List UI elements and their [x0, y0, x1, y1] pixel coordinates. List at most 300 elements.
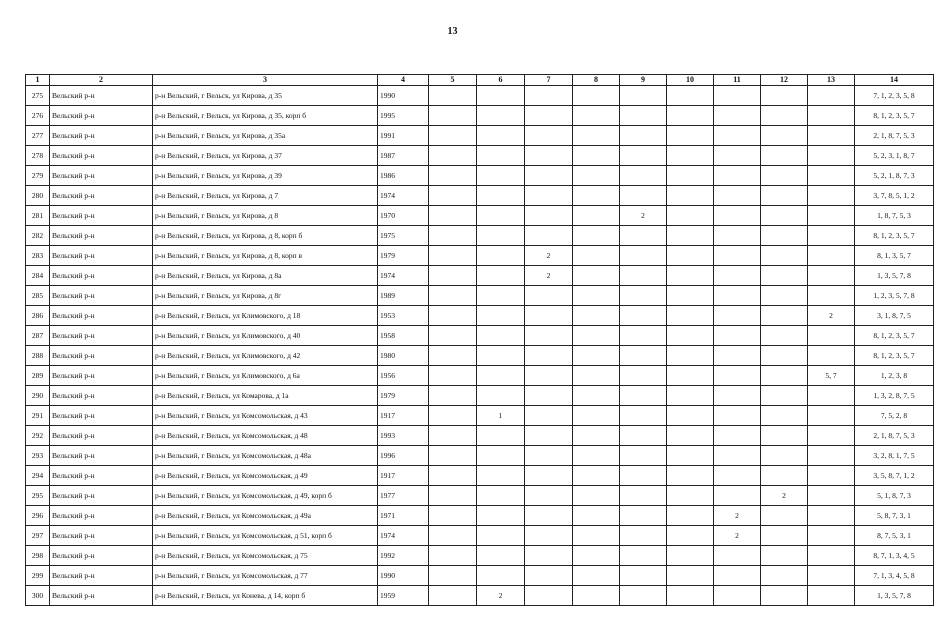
- col5-cell: [429, 466, 477, 486]
- row-number-cell: 275: [26, 86, 50, 106]
- col14-cell: 2, 1, 8, 7, 5, 3: [855, 126, 934, 146]
- address-cell: р-н Вельский, г Вельск, ул Кирова, д 7: [153, 186, 378, 206]
- col11-cell: [714, 486, 761, 506]
- col11-cell: [714, 286, 761, 306]
- col11-cell: [714, 346, 761, 366]
- address-cell: р-н Вельский, г Вельск, ул Климовского, д 18: [153, 306, 378, 326]
- district-cell: Вельский р-н: [50, 246, 153, 266]
- col11-cell: [714, 366, 761, 386]
- col7-cell: [525, 506, 573, 526]
- col6-cell: [477, 246, 525, 266]
- address-cell: р-н Вельский, г Вельск, ул Комсомольская, д 49а: [153, 506, 378, 526]
- row-number-cell: 293: [26, 446, 50, 466]
- column-header: 14: [855, 75, 934, 86]
- col10-cell: [667, 246, 714, 266]
- col9-cell: [620, 586, 667, 606]
- col6-cell: [477, 206, 525, 226]
- year-cell: 1989: [378, 286, 429, 306]
- col8-cell: [573, 546, 620, 566]
- row-number-cell: 277: [26, 126, 50, 146]
- col8-cell: [573, 226, 620, 246]
- col14-cell: 1, 3, 5, 7, 8: [855, 266, 934, 286]
- col5-cell: [429, 326, 477, 346]
- col9-cell: [620, 406, 667, 426]
- col7-cell: [525, 326, 573, 346]
- col6-cell: [477, 306, 525, 326]
- col5-cell: [429, 86, 477, 106]
- col9-cell: [620, 286, 667, 306]
- col7-cell: [525, 146, 573, 166]
- col11-cell: [714, 126, 761, 146]
- col6-cell: [477, 286, 525, 306]
- col12-cell: [761, 586, 808, 606]
- district-cell: Вельский р-н: [50, 526, 153, 546]
- col12-cell: [761, 426, 808, 446]
- year-cell: 1974: [378, 186, 429, 206]
- district-cell: Вельский р-н: [50, 146, 153, 166]
- col14-cell: 3, 7, 8, 5, 1, 2: [855, 186, 934, 206]
- col10-cell: [667, 226, 714, 246]
- col14-cell: 8, 1, 3, 5, 7: [855, 246, 934, 266]
- address-cell: р-н Вельский, г Вельск, ул Комсомольская, д 51, корп б: [153, 526, 378, 546]
- table-row: [26, 186, 934, 206]
- col12-cell: [761, 526, 808, 546]
- col12-cell: [761, 126, 808, 146]
- col5-cell: [429, 346, 477, 366]
- col7-cell: [525, 166, 573, 186]
- table-row: [26, 546, 934, 566]
- col10-cell: [667, 526, 714, 546]
- col14-cell: 1, 3, 5, 7, 8: [855, 586, 934, 606]
- col13-cell: [808, 586, 855, 606]
- col6-cell: 2: [477, 586, 525, 606]
- col12-cell: [761, 106, 808, 126]
- col14-cell: 1, 3, 2, 8, 7, 5: [855, 386, 934, 406]
- col5-cell: [429, 106, 477, 126]
- col13-cell: [808, 246, 855, 266]
- year-cell: 1996: [378, 446, 429, 466]
- col8-cell: [573, 326, 620, 346]
- col13-cell: [808, 266, 855, 286]
- col8-cell: [573, 566, 620, 586]
- column-header: 10: [667, 75, 714, 86]
- row-number-cell: 299: [26, 566, 50, 586]
- table-row: [26, 166, 934, 186]
- col9-cell: [620, 426, 667, 446]
- table-row: [26, 246, 934, 266]
- col12-cell: [761, 166, 808, 186]
- row-number-cell: 288: [26, 346, 50, 366]
- table-row: [26, 386, 934, 406]
- col14-cell: 8, 1, 2, 3, 5, 7: [855, 326, 934, 346]
- column-header: 11: [714, 75, 761, 86]
- address-cell: р-н Вельский, г Вельск, ул Климовского, д 40: [153, 326, 378, 346]
- col13-cell: [808, 566, 855, 586]
- table-row: [26, 126, 934, 146]
- year-cell: 1959: [378, 586, 429, 606]
- col8-cell: [573, 426, 620, 446]
- row-number-cell: 300: [26, 586, 50, 606]
- col8-cell: [573, 486, 620, 506]
- row-number-cell: 281: [26, 206, 50, 226]
- col10-cell: [667, 366, 714, 386]
- col7-cell: [525, 566, 573, 586]
- year-cell: 1979: [378, 246, 429, 266]
- col5-cell: [429, 506, 477, 526]
- row-number-cell: 298: [26, 546, 50, 566]
- district-cell: Вельский р-н: [50, 406, 153, 426]
- col7-cell: [525, 526, 573, 546]
- district-cell: Вельский р-н: [50, 286, 153, 306]
- col14-cell: 8, 7, 1, 3, 4, 5: [855, 546, 934, 566]
- col5-cell: [429, 566, 477, 586]
- col6-cell: [477, 346, 525, 366]
- col10-cell: [667, 446, 714, 466]
- address-cell: р-н Вельский, г Вельск, ул Кирова, д 35, корп б: [153, 106, 378, 126]
- row-number-cell: 285: [26, 286, 50, 306]
- col13-cell: [808, 226, 855, 246]
- table-row: [26, 426, 934, 446]
- col10-cell: [667, 266, 714, 286]
- col8-cell: [573, 126, 620, 146]
- page-number: 13: [447, 26, 458, 37]
- table-row: [26, 506, 934, 526]
- row-number-cell: 292: [26, 426, 50, 446]
- col8-cell: [573, 366, 620, 386]
- col7-cell: 2: [525, 246, 573, 266]
- col12-cell: [761, 366, 808, 386]
- col6-cell: [477, 386, 525, 406]
- col5-cell: [429, 406, 477, 426]
- col13-cell: [808, 86, 855, 106]
- col14-cell: 1, 2, 3, 5, 7, 8: [855, 286, 934, 306]
- row-number-cell: 276: [26, 106, 50, 126]
- col13-cell: [808, 486, 855, 506]
- col7-cell: [525, 466, 573, 486]
- table-row: [26, 586, 934, 606]
- col11-cell: [714, 466, 761, 486]
- table-body: [26, 86, 934, 606]
- col5-cell: [429, 126, 477, 146]
- address-cell: р-н Вельский, г Вельск, ул Комсомольская, д 75: [153, 546, 378, 566]
- col7-cell: [525, 426, 573, 446]
- col8-cell: [573, 206, 620, 226]
- col6-cell: [477, 106, 525, 126]
- col14-cell: 7, 5, 2, 8: [855, 406, 934, 426]
- col7-cell: [525, 486, 573, 506]
- col13-cell: [808, 206, 855, 226]
- column-header: 2: [50, 75, 153, 86]
- col9-cell: [620, 146, 667, 166]
- col12-cell: [761, 466, 808, 486]
- col11-cell: [714, 566, 761, 586]
- district-cell: Вельский р-н: [50, 166, 153, 186]
- district-cell: Вельский р-н: [50, 486, 153, 506]
- address-cell: р-н Вельский, г Вельск, ул Кирова, д 8а: [153, 266, 378, 286]
- year-cell: 1971: [378, 506, 429, 526]
- col14-cell: 3, 2, 8, 1, 7, 5: [855, 446, 934, 466]
- district-cell: Вельский р-н: [50, 506, 153, 526]
- district-cell: Вельский р-н: [50, 106, 153, 126]
- year-cell: 1987: [378, 146, 429, 166]
- col10-cell: [667, 346, 714, 366]
- col6-cell: [477, 506, 525, 526]
- col8-cell: [573, 406, 620, 426]
- col12-cell: [761, 406, 808, 426]
- row-number-cell: 283: [26, 246, 50, 266]
- year-cell: 1995: [378, 106, 429, 126]
- col10-cell: [667, 486, 714, 506]
- address-cell: р-н Вельский, г Вельск, ул Кирова, д 39: [153, 166, 378, 186]
- address-cell: р-н Вельский, г Вельск, ул Комсомольская, д 43: [153, 406, 378, 426]
- col8-cell: [573, 166, 620, 186]
- col8-cell: [573, 386, 620, 406]
- district-cell: Вельский р-н: [50, 446, 153, 466]
- address-cell: р-н Вельский, г Вельск, ул Кирова, д 8: [153, 206, 378, 226]
- row-number-cell: 287: [26, 326, 50, 346]
- district-cell: Вельский р-н: [50, 226, 153, 246]
- column-header: 5: [429, 75, 477, 86]
- district-cell: Вельский р-н: [50, 386, 153, 406]
- col11-cell: [714, 106, 761, 126]
- col9-cell: [620, 266, 667, 286]
- col7-cell: [525, 286, 573, 306]
- col6-cell: [477, 166, 525, 186]
- col11-cell: [714, 266, 761, 286]
- col6-cell: [477, 366, 525, 386]
- year-cell: 1993: [378, 426, 429, 446]
- col13-cell: [808, 106, 855, 126]
- col12-cell: [761, 86, 808, 106]
- col10-cell: [667, 166, 714, 186]
- col9-cell: [620, 186, 667, 206]
- col12-cell: [761, 326, 808, 346]
- table-row: [26, 466, 934, 486]
- table-row: [26, 306, 934, 326]
- col5-cell: [429, 586, 477, 606]
- address-cell: р-н Вельский, г Вельск, ул Кирова, д 35а: [153, 126, 378, 146]
- col10-cell: [667, 86, 714, 106]
- col6-cell: [477, 466, 525, 486]
- column-header: 12: [761, 75, 808, 86]
- table-row: [26, 146, 934, 166]
- col7-cell: [525, 106, 573, 126]
- col8-cell: [573, 286, 620, 306]
- col9-cell: [620, 86, 667, 106]
- col6-cell: [477, 446, 525, 466]
- col8-cell: [573, 186, 620, 206]
- col14-cell: 8, 1, 2, 3, 5, 7: [855, 106, 934, 126]
- col8-cell: [573, 346, 620, 366]
- col6-cell: [477, 426, 525, 446]
- district-cell: Вельский р-н: [50, 366, 153, 386]
- column-header: 7: [525, 75, 573, 86]
- address-cell: р-н Вельский, г Вельск, ул Комарова, д 1а: [153, 386, 378, 406]
- col7-cell: 2: [525, 266, 573, 286]
- district-cell: Вельский р-н: [50, 126, 153, 146]
- col10-cell: [667, 386, 714, 406]
- col14-cell: 1, 2, 3, 8: [855, 366, 934, 386]
- col13-cell: 5, 7: [808, 366, 855, 386]
- col8-cell: [573, 146, 620, 166]
- address-cell: р-н Вельский, г Вельск, ул Кирова, д 8г: [153, 286, 378, 306]
- column-header: 1: [26, 75, 50, 86]
- table-row: [26, 206, 934, 226]
- address-cell: р-н Вельский, г Вельск, ул Кирова, д 8, корп в: [153, 246, 378, 266]
- col6-cell: 1: [477, 406, 525, 426]
- col14-cell: 5, 2, 3, 1, 8, 7: [855, 146, 934, 166]
- col5-cell: [429, 526, 477, 546]
- col12-cell: [761, 566, 808, 586]
- col6-cell: [477, 226, 525, 246]
- col14-cell: 7, 1, 3, 4, 5, 8: [855, 566, 934, 586]
- col7-cell: [525, 346, 573, 366]
- district-cell: Вельский р-н: [50, 346, 153, 366]
- col11-cell: [714, 546, 761, 566]
- column-header: 9: [620, 75, 667, 86]
- address-cell: р-н Вельский, г Вельск, ул Комсомольская, д 49: [153, 466, 378, 486]
- col10-cell: [667, 406, 714, 426]
- col12-cell: [761, 226, 808, 246]
- address-cell: р-н Вельский, г Вельск, ул Комсомольская, д 77: [153, 566, 378, 586]
- col5-cell: [429, 366, 477, 386]
- district-cell: Вельский р-н: [50, 466, 153, 486]
- col6-cell: [477, 546, 525, 566]
- col13-cell: [808, 346, 855, 366]
- col8-cell: [573, 246, 620, 266]
- row-number-cell: 296: [26, 506, 50, 526]
- row-number-cell: 278: [26, 146, 50, 166]
- table-row: [26, 86, 934, 106]
- col12-cell: [761, 506, 808, 526]
- col10-cell: [667, 206, 714, 226]
- col11-cell: [714, 446, 761, 466]
- col11-cell: [714, 226, 761, 246]
- col9-cell: [620, 566, 667, 586]
- col7-cell: [525, 366, 573, 386]
- col12-cell: [761, 386, 808, 406]
- year-cell: 1980: [378, 346, 429, 366]
- col8-cell: [573, 586, 620, 606]
- row-number-cell: 294: [26, 466, 50, 486]
- year-cell: 1975: [378, 226, 429, 246]
- col10-cell: [667, 426, 714, 446]
- col11-cell: [714, 306, 761, 326]
- table-row: [26, 106, 934, 126]
- year-cell: 1970: [378, 206, 429, 226]
- col9-cell: [620, 506, 667, 526]
- col12-cell: [761, 306, 808, 326]
- col14-cell: 8, 7, 5, 3, 1: [855, 526, 934, 546]
- district-cell: Вельский р-н: [50, 546, 153, 566]
- col9-cell: [620, 126, 667, 146]
- col9-cell: [620, 546, 667, 566]
- district-cell: Вельский р-н: [50, 306, 153, 326]
- col10-cell: [667, 506, 714, 526]
- col9-cell: [620, 246, 667, 266]
- table-row: [26, 366, 934, 386]
- col5-cell: [429, 306, 477, 326]
- col8-cell: [573, 526, 620, 546]
- row-number-cell: 290: [26, 386, 50, 406]
- col9-cell: [620, 466, 667, 486]
- col5-cell: [429, 446, 477, 466]
- col11-cell: [714, 426, 761, 446]
- table-row: [26, 226, 934, 246]
- col13-cell: [808, 526, 855, 546]
- row-number-cell: 289: [26, 366, 50, 386]
- col10-cell: [667, 146, 714, 166]
- address-cell: р-н Вельский, г Вельск, ул Климовского, д 6а: [153, 366, 378, 386]
- address-cell: р-н Вельский, г Вельск, ул Кирова, д 8, корп б: [153, 226, 378, 246]
- col7-cell: [525, 386, 573, 406]
- col11-cell: [714, 246, 761, 266]
- table-row: [26, 286, 934, 306]
- col7-cell: [525, 446, 573, 466]
- row-number-cell: 295: [26, 486, 50, 506]
- col5-cell: [429, 266, 477, 286]
- col6-cell: [477, 566, 525, 586]
- year-cell: 1992: [378, 546, 429, 566]
- col14-cell: 8, 1, 2, 3, 5, 7: [855, 226, 934, 246]
- year-cell: 1977: [378, 486, 429, 506]
- table-row: [26, 346, 934, 366]
- col6-cell: [477, 86, 525, 106]
- district-cell: Вельский р-н: [50, 206, 153, 226]
- col9-cell: [620, 386, 667, 406]
- col13-cell: [808, 506, 855, 526]
- col6-cell: [477, 326, 525, 346]
- year-cell: 1990: [378, 86, 429, 106]
- col14-cell: 8, 1, 2, 3, 5, 7: [855, 346, 934, 366]
- col13-cell: [808, 186, 855, 206]
- col9-cell: [620, 106, 667, 126]
- col14-cell: 2, 1, 8, 7, 5, 3: [855, 426, 934, 446]
- col9-cell: [620, 226, 667, 246]
- column-header: 3: [153, 75, 378, 86]
- table-row: [26, 326, 934, 346]
- col8-cell: [573, 266, 620, 286]
- table-row: [26, 446, 934, 466]
- col14-cell: 1, 8, 7, 5, 3: [855, 206, 934, 226]
- col14-cell: 7, 1, 2, 3, 5, 8: [855, 86, 934, 106]
- table-row: [26, 566, 934, 586]
- col9-cell: [620, 346, 667, 366]
- col12-cell: [761, 446, 808, 466]
- table-row: [26, 486, 934, 506]
- address-cell: р-н Вельский, г Вельск, ул Конева, д 14, корп б: [153, 586, 378, 606]
- register-table: [25, 74, 934, 606]
- district-cell: Вельский р-н: [50, 186, 153, 206]
- address-cell: р-н Вельский, г Вельск, ул Комсомольская, д 48а: [153, 446, 378, 466]
- row-number-cell: 291: [26, 406, 50, 426]
- col7-cell: [525, 586, 573, 606]
- col5-cell: [429, 226, 477, 246]
- year-cell: 1956: [378, 366, 429, 386]
- col7-cell: [525, 406, 573, 426]
- year-cell: 1917: [378, 406, 429, 426]
- col10-cell: [667, 126, 714, 146]
- col12-cell: [761, 206, 808, 226]
- district-cell: Вельский р-н: [50, 586, 153, 606]
- col9-cell: [620, 366, 667, 386]
- district-cell: Вельский р-н: [50, 426, 153, 446]
- col7-cell: [525, 306, 573, 326]
- col5-cell: [429, 546, 477, 566]
- year-cell: 1953: [378, 306, 429, 326]
- row-number-cell: 280: [26, 186, 50, 206]
- address-cell: р-н Вельский, г Вельск, ул Комсомольская, д 48: [153, 426, 378, 446]
